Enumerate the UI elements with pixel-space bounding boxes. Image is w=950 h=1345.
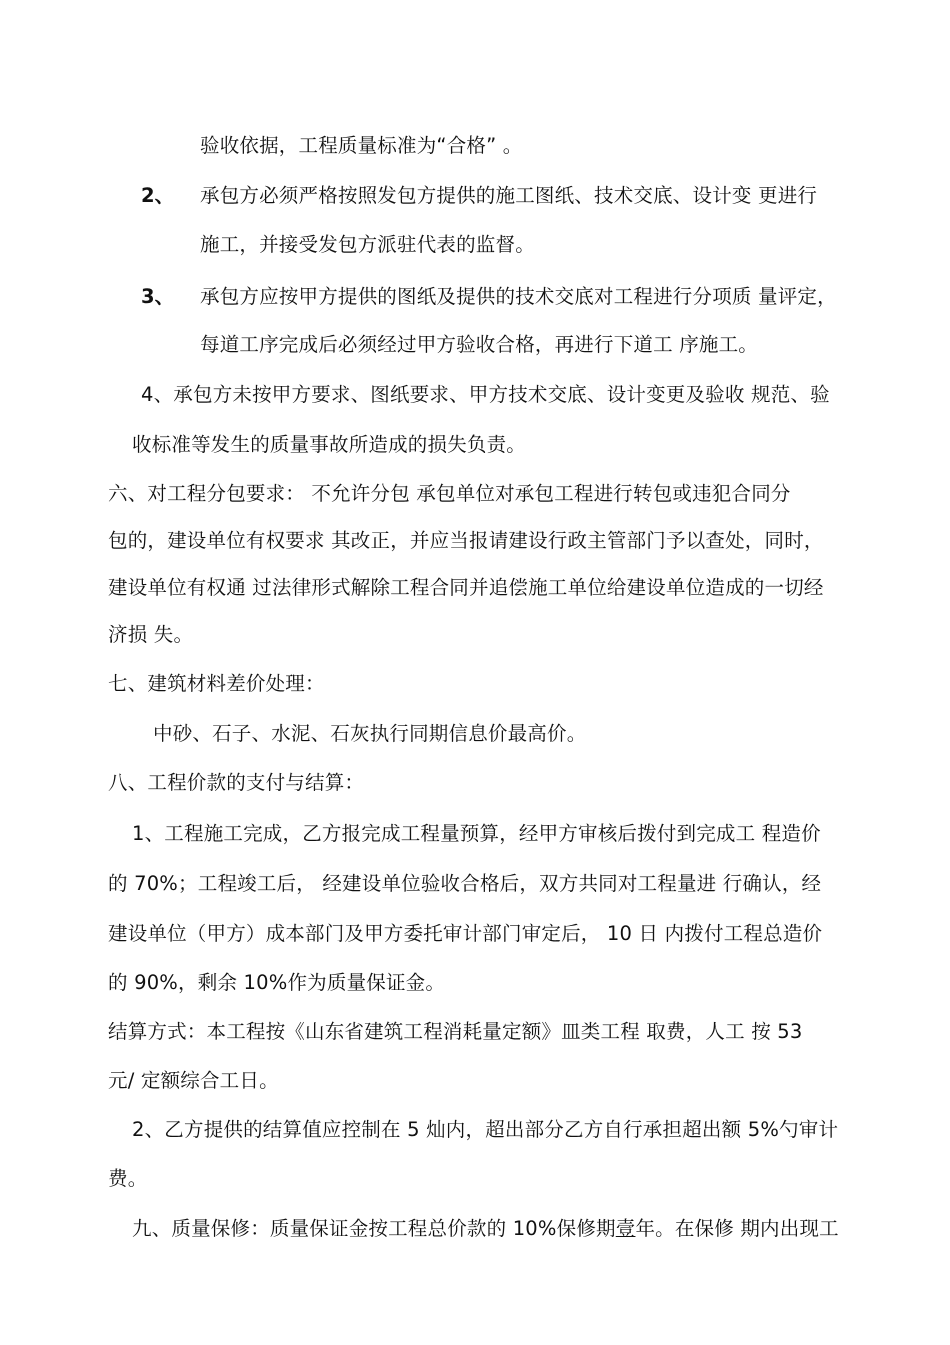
text-line: 承包方必须严格按照发包方提供的施工图纸、技术交底、设计变 更进行 — [200, 184, 818, 207]
item-number: 2、 — [141, 184, 175, 207]
underlined-text: 壹 — [615, 1217, 636, 1240]
text-line: 元/ 定额综合工日。 — [108, 1069, 279, 1092]
text-line: 建设单位（甲方）成本部门及甲方委托审计部门审定后， 10 日 内拨付工程总造价 — [108, 922, 823, 945]
text-line: 结算方式：本工程按《山东省建筑工程消耗量定额》皿类工程 取费，人工 按 53 — [108, 1020, 803, 1043]
text-line: 包的，建设单位有权要求 其改正，并应当报请建设行政主管部门予以查处，同时， — [108, 529, 824, 552]
text-line: 建设单位有权通 过法律形式解除工程合同并追偿施工单位给建设单位造成的一切经 — [108, 576, 824, 599]
text-line: 施工，并接受发包方派驻代表的监督。 — [200, 233, 535, 256]
last-line-before: 九、质量保修：质量保证金按工程总价款的 10%保修期 — [132, 1217, 616, 1240]
text-line: 的 90%，剩余 10%作为质量保证金。 — [108, 971, 446, 994]
last-line-after: 年。在保修 期内出现工 — [635, 1217, 839, 1240]
text-line: 济损 失。 — [108, 623, 194, 646]
section-heading-line — [132, 1216, 839, 1242]
section-heading-line: 六、对工程分包要求： 不允许分包 承包单位对承包工程进行转包或违犯合同分 — [108, 482, 791, 505]
section-heading: 八、工程价款的支付与结算： — [108, 771, 365, 794]
text-line: 中砂、石子、水泥、石灰执行同期信息价最高价。 — [153, 722, 587, 745]
text-line: 4、承包方未按甲方要求、图纸要求、甲方技术交底、设计变更及验收 规范、验 — [141, 383, 830, 406]
text-line: 收标准等发生的质量事故所造成的损失负责。 — [132, 433, 527, 456]
text-line: 每道工序完成后必须经过甲方验收合格，再进行下道工 序施工。 — [200, 333, 758, 356]
section-heading: 七、建筑材料差价处理： — [108, 672, 325, 695]
item-number: 3、 — [141, 285, 175, 308]
text-line: 的 70%；工程竣工后， 经建设单位验收合格后，双方共同对工程量进 行确认，经 — [108, 872, 822, 895]
text-line: 验收依据，工程质量标准为“合格” 。 — [200, 134, 523, 157]
text-line: 承包方应按甲方提供的图纸及提供的技术交底对工程进行分项质 量评定， — [200, 285, 837, 308]
text-line: 1、工程施工完成，乙方报完成工程量预算，经甲方审核后拨付到完成工 程造价 — [132, 822, 821, 845]
text-line: 费。 — [108, 1167, 148, 1190]
text-line: 2、乙方提供的结算值应控制在 5 灿内，超出部分乙方自行承担超出额 5%勺审计 — [132, 1118, 839, 1141]
